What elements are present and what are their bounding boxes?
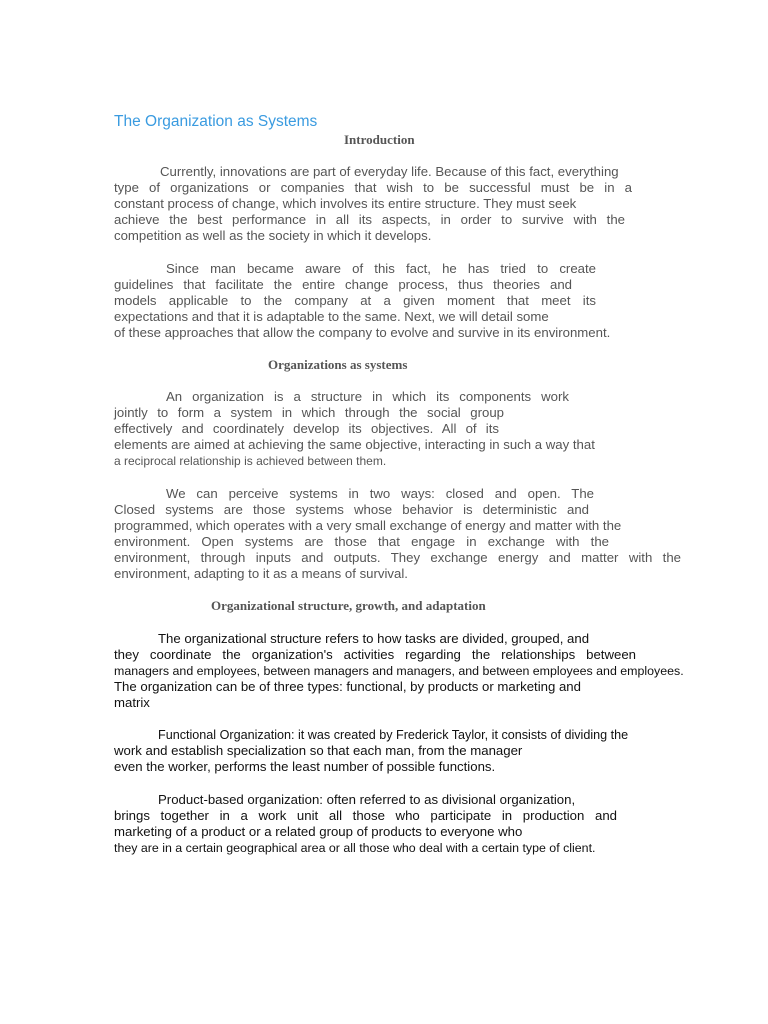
paragraph-line: programmed, which operates with a very small exchange of energy and matter with the (114, 518, 622, 533)
heading-organizational-structure: Organizational structure, growth, and adaptation (211, 598, 486, 613)
paragraph-line: type of organizations or companies that wish to be successful must be in a (114, 180, 632, 195)
paragraph-line: We can perceive systems in two ways: closed and open. The (166, 486, 594, 501)
paragraph-line: managers and employees, between managers and managers, and between employees and employees. (114, 664, 684, 678)
heading-introduction: Introduction (344, 132, 415, 147)
paragraph-line: of these approaches that allow the company to evolve and survive in its environment. (114, 325, 611, 340)
paragraph-line: constant process of change, which involves its entire structure. They must seek (114, 196, 577, 211)
paragraph-line: elements are aimed at achieving the same objective, interacting in such a way that (114, 437, 595, 452)
paragraph-line: effectively and coordinately develop its objectives. All of its (114, 421, 499, 436)
paragraph-line: a reciprocal relationship is achieved between them. (114, 454, 387, 468)
paragraph-line: Functional Organization: it was created by Frederick Taylor, it consists of dividing the (158, 728, 629, 742)
paragraph-line: Since man became aware of this fact, he has tried to create (166, 261, 596, 276)
paragraph-line: environment, adapting to it as a means of survival. (114, 566, 408, 581)
paragraph-line: even the worker, performs the least number of possible functions. (114, 759, 496, 774)
paragraph-line: they are in a certain geographical area or all those who deal with a certain type of client. (114, 841, 596, 855)
paragraph-line: work and establish specialization so that each man, from the manager (114, 743, 523, 758)
paragraph-line: brings together in a work unit all those who participate in production and (114, 808, 617, 823)
paragraph-line: competition as well as the society in which it develops. (114, 228, 432, 243)
paragraph-line: marketing of a product or a related group of products to everyone who (114, 824, 523, 839)
document-title: The Organization as Systems (114, 113, 318, 130)
paragraph-line: environment. Open systems are those that engage in exchange with the (114, 534, 609, 549)
paragraph-line: An organization is a structure in which its components work (166, 389, 569, 404)
paragraph-line: guidelines that facilitate the entire change process, thus theories and (114, 277, 572, 292)
paragraph-line: they coordinate the organization's activities regarding the relationships between (114, 647, 636, 662)
paragraph-line: Currently, innovations are part of everyday life. Because of this fact, everything (160, 164, 619, 179)
paragraph-line: achieve the best performance in all its aspects, in order to survive with the (114, 212, 625, 227)
paragraph-line: matrix (114, 695, 150, 710)
paragraph-line: Product-based organization: often referred to as divisional organization, (158, 792, 576, 807)
paragraph-line: environment, through inputs and outputs. They exchange energy and matter with the (114, 550, 681, 565)
paragraph-line: The organization can be of three types: functional, by products or marketing and (114, 679, 581, 694)
paragraph-line: Closed systems are those systems whose behavior is deterministic and (114, 502, 589, 517)
paragraph-line: The organizational structure refers to how tasks are divided, grouped, and (158, 631, 590, 646)
paragraph-line: models applicable to the company at a given moment that meet its (114, 293, 596, 308)
heading-organizations-as-systems: Organizations as systems (268, 357, 408, 372)
paragraph-line: jointly to form a system in which through the social group (114, 405, 504, 420)
paragraph-line: expectations and that it is adaptable to the same. Next, we will detail some (114, 309, 549, 324)
